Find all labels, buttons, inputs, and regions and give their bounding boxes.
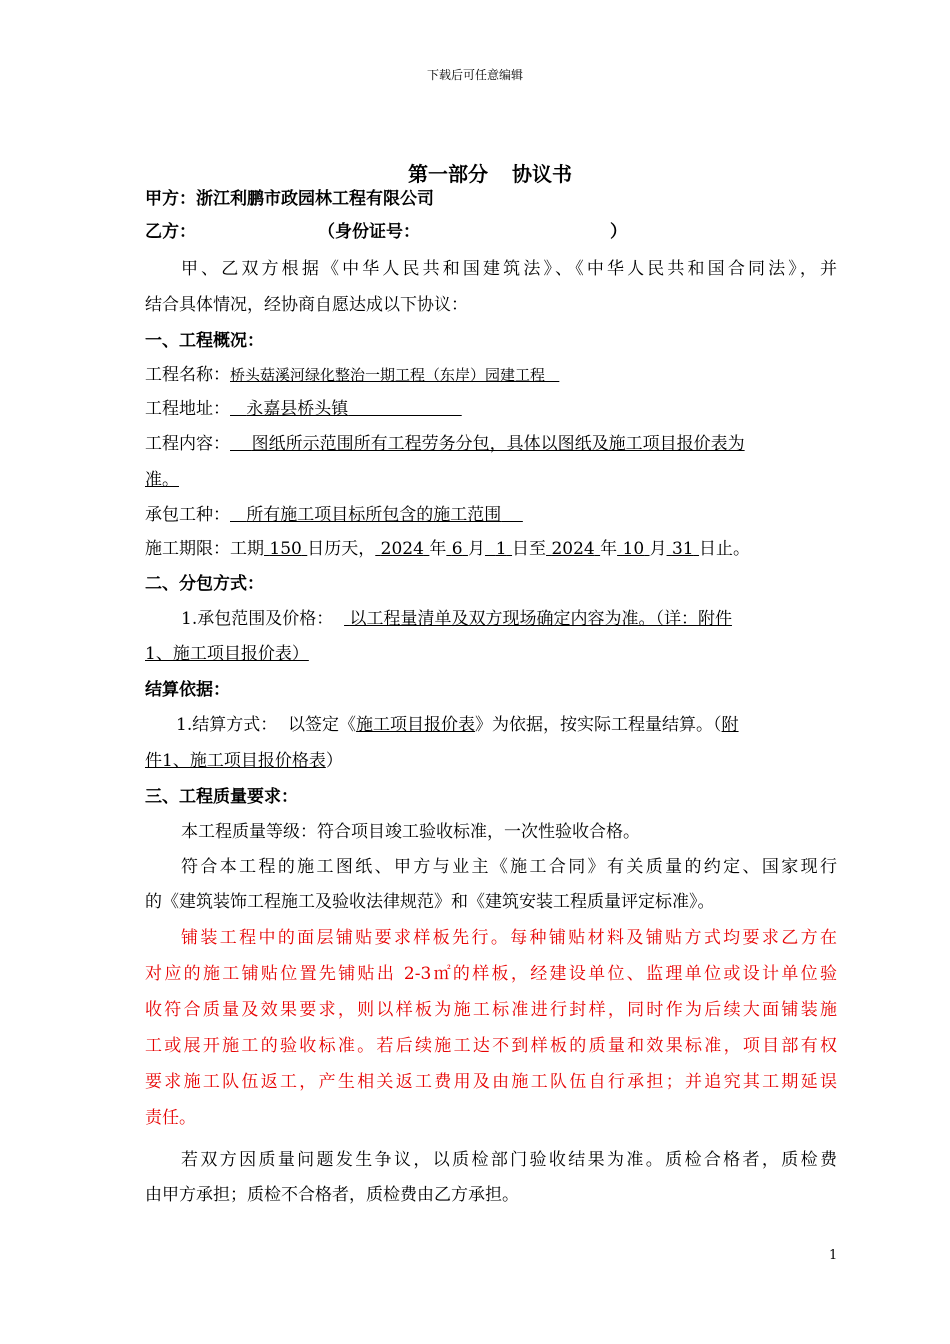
scope-price-value-1: 以工程量清单及双方现场确定内容为准。（详：附件: [349, 609, 732, 629]
party-a-label: 甲方：: [145, 189, 196, 209]
period-days: 150: [269, 539, 302, 559]
scope-price-value-2: 1、施工项目报价表）: [145, 644, 309, 664]
quality-p2-line-1: 符合本工程的施工图纸、甲方与业主《施工合同》有关质量的约定、国家现行: [181, 857, 837, 877]
sample-req-line-4: 工或展开施工的验收标准。若后续施工达不到样板的质量和效果标准，项目部有权: [145, 1036, 837, 1056]
end-year: 2024: [551, 539, 595, 559]
title-part: 第一部分: [408, 162, 488, 186]
end-day: 31: [671, 539, 694, 559]
quality-p2-line-2: 的《建筑装饰工程施工及验收法律规范》和《建筑安装工程质量评定标准》。: [145, 892, 715, 912]
quality-p1: 本工程质量等级：符合项目竣工验收标准，一次性验收合格。: [181, 822, 640, 842]
page-header: 下载后可任意编辑: [426, 68, 523, 82]
party-b-id-label: （身份证号：: [318, 222, 420, 242]
sample-req-line-1: 铺装工程中的面层铺贴要求样板先行。每种铺贴材料及铺贴方式均要求乙方在: [181, 928, 837, 948]
section-3-heading: 三、工程质量要求：: [145, 787, 298, 807]
page-number: 1: [829, 1248, 838, 1263]
project-name-value: 桥头菇溪河绿化整治一期工程（东岸）园建工程: [230, 366, 546, 384]
period-days-unit: 日历天，: [307, 539, 376, 559]
settlement-method-label: 1.结算方式：: [176, 715, 278, 735]
party-b-label: 乙方：: [145, 222, 196, 242]
dispute-line-1: 若双方因质量问题发生争议，以质检部门验收结果为准。质检合格者，质检费: [181, 1150, 837, 1170]
period-line: 施工期限：工期 150 日历天， 2024 年 6 月 1 日至 2024 年 10 月 31 日止。: [145, 539, 751, 559]
start-day: 1: [495, 539, 507, 559]
scope-price-label: 1.承包范围及价格：: [181, 609, 334, 629]
project-address-label: 工程地址：: [145, 399, 230, 419]
page-title: [0, 158, 950, 187]
period-label: 施工期限：工期: [145, 539, 264, 559]
sample-req-line-5: 要求施工队伍返工，产生相关返工费用及由施工队伍自行承担；并追究其工期延误: [145, 1072, 837, 1092]
settlement-quote-link: 施工项目报价表: [356, 715, 476, 735]
work-type-label: 承包工种：: [145, 505, 230, 525]
title-name: 协议书: [512, 162, 572, 186]
settlement-method-line: 1.结算方式： 以签定《施工项目报价表》为依据，按实际工程量结算。（附: [176, 715, 739, 735]
party-b-id-close: ）: [610, 222, 627, 242]
start-month: 6: [451, 539, 463, 559]
section-1-heading: 一、工程概况：: [145, 331, 264, 351]
dispute-line-2: 由甲方承担；质检不合格者，质检费由乙方承担。: [145, 1185, 519, 1205]
settlement-heading: 结算依据：: [145, 680, 230, 700]
project-content-value-2: 准。: [145, 470, 179, 490]
scope-price-line: [181, 607, 732, 631]
section-2-heading: 二、分包方式：: [145, 574, 264, 594]
settlement-method-line-2: 件1、施工项目报价格表）: [145, 751, 343, 771]
party-a-value: 浙江利鹏市政园林工程有限公司: [196, 189, 434, 209]
project-name-line: [145, 363, 559, 387]
party-a-line: [145, 187, 434, 211]
work-type-value: 所有施工项目标所包含的施工范围: [246, 505, 502, 525]
project-address-line: [145, 397, 462, 421]
sample-req-line-3: 收符合质量及效果要求，则以样板为施工标准进行封样，同时作为后续大面铺装施: [145, 1000, 837, 1020]
sample-req-line-2: 对应的施工铺贴位置先铺贴出 2-3㎡的样板，经建设单位、监理单位或设计单位验: [145, 964, 837, 984]
sample-req-line-6: 责任。: [145, 1108, 196, 1128]
end-month: 10: [622, 539, 645, 559]
intro-line-2: 结合具体情况，经协商自愿达成以下协议：: [145, 295, 468, 315]
project-content-value-1: 图纸所示范围所有工程劳务分包，具体以图纸及施工项目报价表为: [251, 434, 745, 454]
start-year: 2024: [380, 539, 424, 559]
party-b-line: [145, 220, 627, 244]
intro-line-1: 甲、乙双方根据《中华人民共和国建筑法》、《中华人民共和国合同法》，并: [181, 259, 837, 279]
project-content-line: [145, 432, 745, 456]
project-content-label: 工程内容：: [145, 434, 230, 454]
project-name-label: 工程名称：: [145, 365, 230, 385]
project-address-value: 永嘉县桥头镇: [246, 399, 349, 419]
work-type-line: [145, 503, 523, 527]
